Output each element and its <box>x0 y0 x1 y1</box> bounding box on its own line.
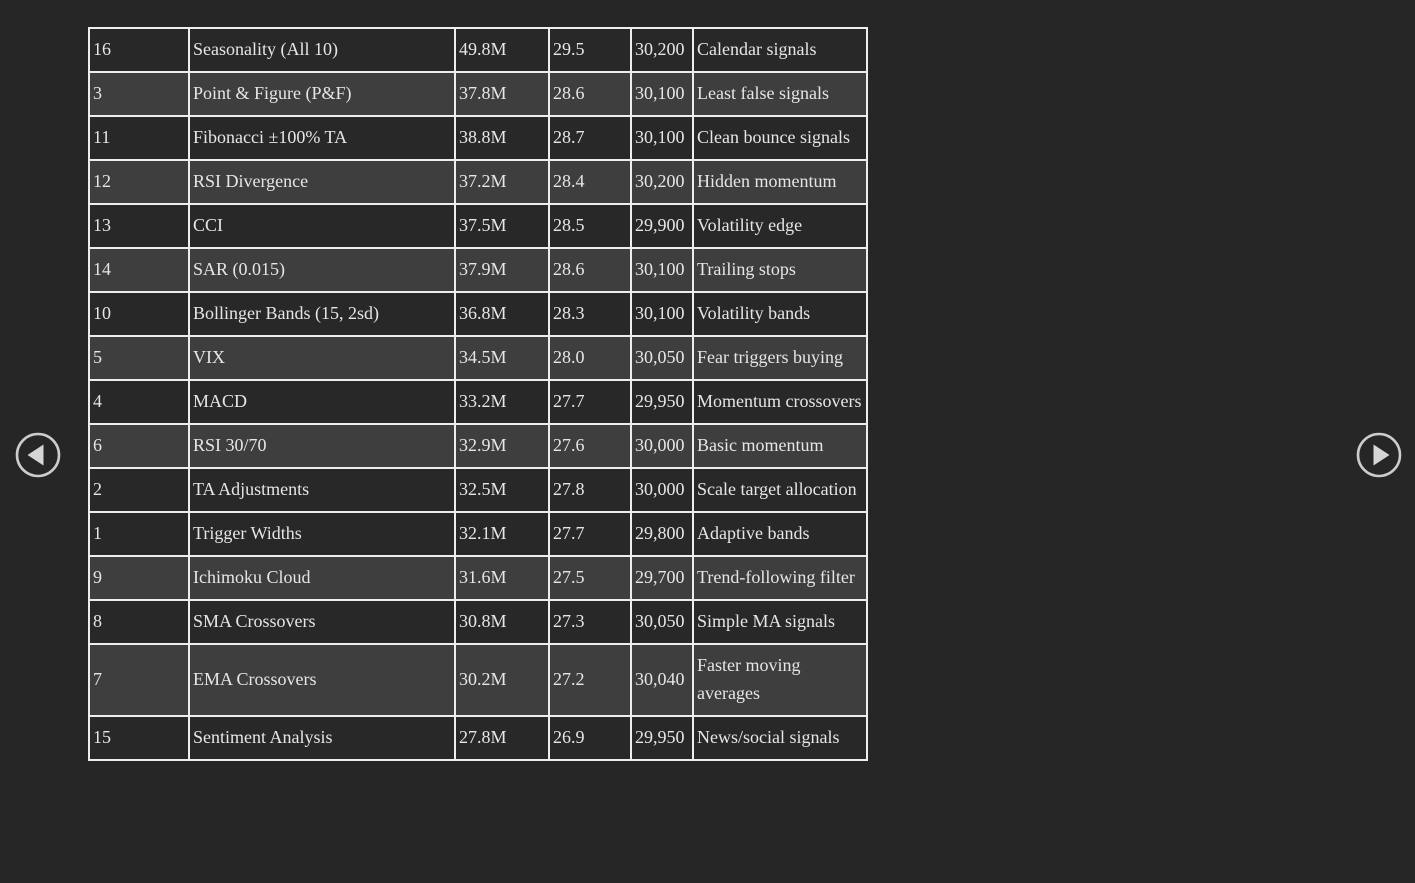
table-row <box>89 468 867 512</box>
cell-id: 12 <box>89 160 189 204</box>
table-row <box>89 72 867 116</box>
cell-score: 27.2 <box>549 644 631 716</box>
cell-level: 30,100 <box>631 292 693 336</box>
cell-score: 28.4 <box>549 160 631 204</box>
cell-note: Trend-following filter <box>693 556 867 600</box>
cell-note: Faster moving averages <box>693 644 867 716</box>
table-row <box>89 380 867 424</box>
cell-note: Basic momentum <box>693 424 867 468</box>
cell-name: SAR (0.015) <box>189 248 455 292</box>
strategy-table <box>88 27 868 761</box>
cell-level: 30,200 <box>631 160 693 204</box>
cell-note: Scale target allocation <box>693 468 867 512</box>
cell-level: 30,000 <box>631 424 693 468</box>
table-row <box>89 116 867 160</box>
cell-name: EMA Crossovers <box>189 644 455 716</box>
cell-score: 27.7 <box>549 380 631 424</box>
cell-volume: 32.9M <box>455 424 549 468</box>
cell-level: 30,100 <box>631 116 693 160</box>
cell-level: 30,040 <box>631 644 693 716</box>
cell-name: SMA Crossovers <box>189 600 455 644</box>
cell-name: Sentiment Analysis <box>189 716 455 760</box>
cell-name: VIX <box>189 336 455 380</box>
cell-note: Hidden momentum <box>693 160 867 204</box>
cell-score: 27.8 <box>549 468 631 512</box>
cell-id: 3 <box>89 72 189 116</box>
cell-level: 30,200 <box>631 28 693 72</box>
cell-note: Volatility edge <box>693 204 867 248</box>
cell-id: 14 <box>89 248 189 292</box>
cell-volume: 27.8M <box>455 716 549 760</box>
cell-volume: 34.5M <box>455 336 549 380</box>
cell-id: 8 <box>89 600 189 644</box>
cell-level: 29,900 <box>631 204 693 248</box>
cell-id: 11 <box>89 116 189 160</box>
cell-id: 1 <box>89 512 189 556</box>
cell-note: Momentum crossovers <box>693 380 867 424</box>
cell-name: TA Adjustments <box>189 468 455 512</box>
cell-id: 6 <box>89 424 189 468</box>
cell-volume: 37.2M <box>455 160 549 204</box>
cell-note: Least false signals <box>693 72 867 116</box>
cell-volume: 36.8M <box>455 292 549 336</box>
table-row <box>89 512 867 556</box>
cell-score: 29.5 <box>549 28 631 72</box>
cell-score: 28.7 <box>549 116 631 160</box>
table-row <box>89 644 867 716</box>
cell-score: 27.3 <box>549 600 631 644</box>
cell-note: News/social signals <box>693 716 867 760</box>
cell-id: 4 <box>89 380 189 424</box>
cell-score: 28.3 <box>549 292 631 336</box>
cell-level: 29,700 <box>631 556 693 600</box>
cell-volume: 37.5M <box>455 204 549 248</box>
previous-slide-button[interactable] <box>14 431 62 479</box>
cell-volume: 49.8M <box>455 28 549 72</box>
cell-volume: 38.8M <box>455 116 549 160</box>
table-row <box>89 716 867 760</box>
circle-arrow-left-icon <box>14 431 62 479</box>
table-row <box>89 28 867 72</box>
cell-id: 16 <box>89 28 189 72</box>
strategy-table-body <box>89 28 867 760</box>
circle-arrow-right-icon <box>1355 431 1403 479</box>
cell-name: Point & Figure (P&F) <box>189 72 455 116</box>
cell-id: 2 <box>89 468 189 512</box>
cell-name: Trigger Widths <box>189 512 455 556</box>
cell-note: Calendar signals <box>693 28 867 72</box>
cell-id: 7 <box>89 644 189 716</box>
cell-volume: 33.2M <box>455 380 549 424</box>
cell-name: Ichimoku Cloud <box>189 556 455 600</box>
cell-level: 29,950 <box>631 716 693 760</box>
table-row <box>89 292 867 336</box>
cell-volume: 30.8M <box>455 600 549 644</box>
cell-note: Clean bounce signals <box>693 116 867 160</box>
cell-id: 5 <box>89 336 189 380</box>
table-row <box>89 600 867 644</box>
cell-score: 28.0 <box>549 336 631 380</box>
cell-id: 13 <box>89 204 189 248</box>
cell-volume: 32.1M <box>455 512 549 556</box>
table-row <box>89 424 867 468</box>
cell-name: Fibonacci ±100% TA <box>189 116 455 160</box>
table-row <box>89 204 867 248</box>
next-slide-button[interactable] <box>1355 431 1403 479</box>
cell-name: MACD <box>189 380 455 424</box>
cell-level: 30,050 <box>631 336 693 380</box>
cell-note: Simple MA signals <box>693 600 867 644</box>
cell-level: 30,000 <box>631 468 693 512</box>
cell-volume: 32.5M <box>455 468 549 512</box>
cell-score: 27.7 <box>549 512 631 556</box>
table-row <box>89 336 867 380</box>
cell-name: CCI <box>189 204 455 248</box>
cell-id: 15 <box>89 716 189 760</box>
cell-volume: 37.9M <box>455 248 549 292</box>
cell-volume: 37.8M <box>455 72 549 116</box>
cell-name: Seasonality (All 10) <box>189 28 455 72</box>
cell-level: 29,800 <box>631 512 693 556</box>
cell-level: 29,950 <box>631 380 693 424</box>
cell-name: RSI Divergence <box>189 160 455 204</box>
cell-score: 27.6 <box>549 424 631 468</box>
table-row <box>89 248 867 292</box>
cell-level: 30,100 <box>631 248 693 292</box>
cell-volume: 31.6M <box>455 556 549 600</box>
table-row <box>89 160 867 204</box>
cell-note: Fear triggers buying <box>693 336 867 380</box>
cell-level: 30,050 <box>631 600 693 644</box>
cell-volume: 30.2M <box>455 644 549 716</box>
cell-score: 28.6 <box>549 72 631 116</box>
cell-note: Trailing stops <box>693 248 867 292</box>
table-row <box>89 556 867 600</box>
cell-name: RSI 30/70 <box>189 424 455 468</box>
cell-level: 30,100 <box>631 72 693 116</box>
cell-score: 27.5 <box>549 556 631 600</box>
cell-id: 10 <box>89 292 189 336</box>
cell-note: Adaptive bands <box>693 512 867 556</box>
cell-score: 28.5 <box>549 204 631 248</box>
cell-score: 28.6 <box>549 248 631 292</box>
cell-name: Bollinger Bands (15, 2sd) <box>189 292 455 336</box>
cell-note: Volatility bands <box>693 292 867 336</box>
cell-id: 9 <box>89 556 189 600</box>
cell-score: 26.9 <box>549 716 631 760</box>
